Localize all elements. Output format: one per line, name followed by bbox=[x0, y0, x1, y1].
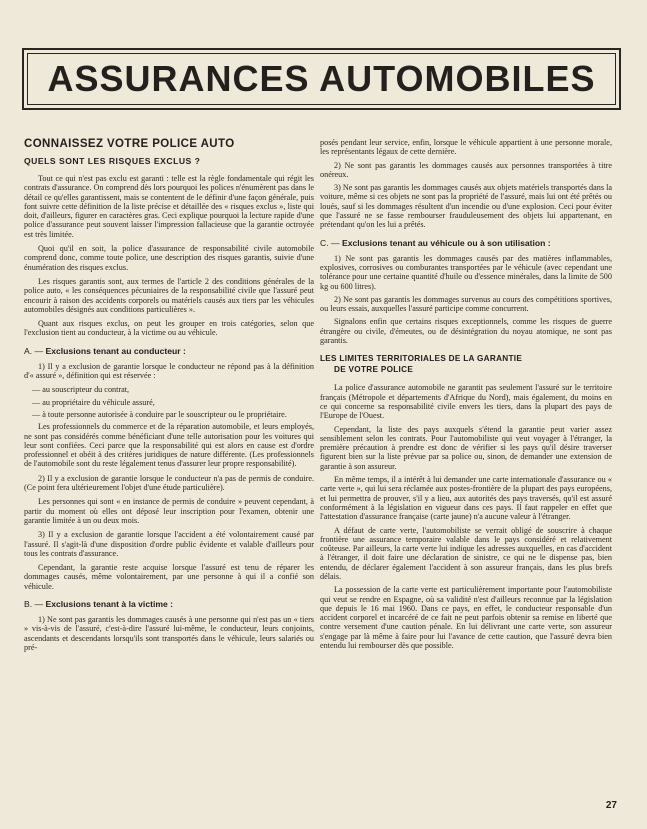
title-banner bbox=[22, 48, 621, 110]
section-a-paragraph: Les personnes qui sont « en instance de permis de conduire » peuvent cependant, à partir du moment où elles ont déposé leur inscription pour l'examen, obtenir une garantie limitée à un ou deux mois. bbox=[24, 497, 314, 525]
section-a-paragraph: Les professionnels du commerce et de la réparation automobile, et leurs employés, ne sont pas considérés comme bénéficiant d'une telle autorisation pour les voitures qui leur sont confiées. Ceci parce que la responsabilité qui est alors en cause est d'ordre professionnel et obéit à des critères juridiques de nature différente. (Les professionnels de l'automobile sont du reste légalement tenus d'assurer leur propre responsabilité). bbox=[24, 422, 314, 469]
intro-paragraph: Quant aux risques exclus, on peut les grouper en trois catégories, selon que l'exclusion tient au conducteur, à la victime ou au véhicule. bbox=[24, 319, 314, 338]
article-subheading: QUELS SONT LES RISQUES EXCLUS ? bbox=[24, 156, 201, 166]
section-a-paragraph: 3) Il y a exclusion de garantie lorsque l'accident a été volontairement causé par l'assuré. Il s'agit-là d'une disposition d'ordre public évidente et valable d'ailleurs pour tous les contrats d'assurance. bbox=[24, 530, 314, 558]
intro-paragraph: Tout ce qui n'est pas exclu est garanti : telle est la règle fondamentale qui régit les contrats d'assurance. On comprend dès lors pourquoi les polices n'énumèrent pas dans le détail ce qu'elles garantissent, mais se contentent de le définir d'une façon générale, puis font suivre cette définition de la liste précise et détaillée des « risques exclus », liste qui doit, d'ailleurs, figurer en caractères gras. Ceci explique pourquoi la lecture rapide d'une police d'assurance peut souvent laisser l'impression fallacieuse que la garantie octroyée est très limitée. bbox=[24, 174, 314, 239]
right-column bbox=[320, 138, 612, 654]
territorial-paragraph: A défaut de carte verte, l'automobiliste se verrait obligé de souscrire à chaque frontière une assurance temporaire valable dans le pays considéré et relativement coûteuse. Par ailleurs, la carte verte lui indique les adresses auxquelles, en cas d'accident à l'étranger, il doit faire une déclaration de sinistre, ce qui ne le dispense pas, bien entendu, de déclarer également l'accident à son assureur français, dans les plus brefs délais. bbox=[320, 525, 612, 581]
section-b-heading bbox=[24, 599, 314, 609]
intro-paragraph: Les risques garantis sont, aux termes de l'article 2 des conditions générales de la police auto, « les conséquences pécuniaires de la responsabilité civile que l'assuré peut encourir à raison des accidents corporels ou matériels causés aux tiers par les véhicules automobiles désignés aux conditions particulières ». bbox=[24, 276, 314, 314]
section-b-paragraph: 1) Ne sont pas garantis les dommages causés à une personne qui n'est pas un « tiers » vis-à-vis de l'assuré, c'est-à-dire l'assuré lui-même, le conducteur, leurs conjoints, ascendants et descendants lorsqu'ils sont transportés dans le véhicule, leurs salariés ou pré- bbox=[24, 614, 314, 652]
section-a-title: Exclusions tenant au conducteur : bbox=[45, 345, 186, 356]
territorial-paragraph: En même temps, il a intérêt à lui demander une carte internationale d'assurance ou « carte verte », qui lui sera réclamée aux postes-frontière de la plupart des pays européens, et lui permettra de prouver, s'il y a lieu, aux autorités des pays traversés, qu'il est assuré conformément à la législation en vigueur dans ces pays. Il faut rappeler en effet que l'attestation d'assurance française (carte jaune) n'a aucune valeur à l'étranger. bbox=[320, 475, 612, 522]
dash-item: — au propriétaire du véhicule assuré, bbox=[32, 397, 155, 407]
territorial-limits-heading-line1: LES LIMITES TERRITORIALES DE LA GARANTIE bbox=[320, 354, 523, 364]
section-c-paragraph: Signalons enfin que certains risques exceptionnels, comme les risques de guerre étrangère ou civile, d'émeutes, ou de désintégration du noyau atomique, ne sont pas garantis. bbox=[320, 317, 612, 346]
territorial-paragraph: La possession de la carte verte est particulièrement importante pour l'automobiliste qui veut se rendre en Espagne, où sa validité n'est d'ailleurs reconnue par la législation que depuis le 16 mai 1960. Dans ce pays, en effet, le conducteur responsable d'un accident corporel et incarcéré de ce fait ne peut parfois obtenir sa remise en liberté que contre versement d'une caution pénale. En lui délivrant une carte verte, son assureur s'engage par là même à faire pour lui l'avance de cette caution, que l'assuré devra bien entendu lui rembourser dès que possible. bbox=[320, 585, 612, 651]
section-c-paragraph: 1) Ne sont pas garantis les dommages causés par des matières inflammables, explosives, corrosives ou comburantes transportées par le véhicule (avec cependant une tolérance pour une certaine quantité d'huile ou d'essence minérales, dans la limite de 500 kg ou 600 litres). bbox=[320, 253, 612, 291]
section-c-prefix: C. — bbox=[320, 237, 340, 248]
section-c-title: Exclusions tenant au véhicule ou à son utilisation : bbox=[341, 237, 551, 248]
section-a-paragraph: Cependant, la garantie reste acquise lorsque l'assuré est tenu de réparer les dommages causés, même volontairement, par une personne à qui il a confié son véhicule. bbox=[24, 563, 314, 591]
continued-paragraph: posés pendant leur service, enfin, lorsque le véhicule appartient à une personne morale, les représentants légaux de cette dernière. bbox=[320, 138, 612, 157]
intro-paragraph: Quoi qu'il en soit, la police d'assurance de responsabilité civile automobile comprend donc, comme toute police, une description des risques garantis, suivie d'une énumération des risques exclus. bbox=[24, 244, 314, 272]
section-a-heading bbox=[24, 346, 314, 356]
page-title: ASSURANCES AUTOMOBILES bbox=[47, 58, 596, 99]
title-banner-inner-frame bbox=[27, 53, 616, 105]
section-c-heading bbox=[320, 238, 612, 248]
section-c-paragraph: 2) Ne sont pas garantis les dommages survenus au cours des compétitions sportives, ou leurs essais, auxquelles l'assuré participe comme concurrent. bbox=[320, 294, 612, 314]
territorial-limits-heading-line2: DE VOTRE POLICE bbox=[334, 365, 414, 375]
section-b-paragraph: 2) Ne sont pas garantis les dommages causés aux personnes transportées à titre onéreux. bbox=[320, 160, 612, 179]
page-number: 27 bbox=[605, 800, 617, 811]
section-b-title: Exclusions tenant à la victime : bbox=[45, 598, 174, 609]
article-heading: CONNAISSEZ VOTRE POLICE AUTO bbox=[24, 138, 235, 150]
section-a-paragraph: 1) Il y a exclusion de garantie lorsque le conducteur ne répond pas à la définition d'« assuré », définition qui est réservée : bbox=[24, 361, 314, 381]
left-column bbox=[24, 138, 314, 657]
section-a-paragraph: 2) Il y a exclusion de garantie lorsque le conducteur n'a pas de permis de conduire. (Ce point fera ultérieurement l'objet d'une étude particulière). bbox=[24, 473, 314, 493]
dash-item: — à toute personne autorisée à conduire par le souscripteur ou le propriétaire. bbox=[32, 409, 287, 419]
section-a-prefix: A. — bbox=[24, 345, 44, 356]
dash-item: — au souscripteur du contrat, bbox=[32, 385, 130, 395]
territorial-paragraph: La police d'assurance automobile ne garantit pas seulement l'assuré sur le territoire français (Métropole et départements d'Afrique du Nord), mais également, du moins en ce qui concerne sa responsabilité civile envers les tiers, dans la plupart des pays de l'Europe de l'Ouest. bbox=[320, 383, 612, 421]
territorial-limits-heading bbox=[320, 353, 612, 375]
section-b-paragraph: 3) Ne sont pas garantis les dommages causés aux objets matériels transportés dans la voiture, même si ces objets ne sont pas la propriété de l'assuré, mais lui ont été prêtés ou loués, sauf si les dommages résultent d'un incendie ou d'une explosion. Ceci pour éviter que l'assuré ne se fasse rembourser frauduleusement des objets lui appartenant, en prétendant qu'on les lui a prêtés. bbox=[320, 183, 612, 230]
section-b-prefix: B. — bbox=[24, 598, 44, 609]
territorial-paragraph: Cependant, la liste des pays auxquels s'étend la garantie peut varier assez sensiblement selon les contrats. Pour l'automobiliste qui veut voyager à l'étranger, la première précaution à prendre est donc de vérifier si les pays qu'il désire traverser figurent bien sur la liste prévue par sa police ou, sinon, de demander une extension de garantie à son assureur. bbox=[320, 424, 612, 471]
